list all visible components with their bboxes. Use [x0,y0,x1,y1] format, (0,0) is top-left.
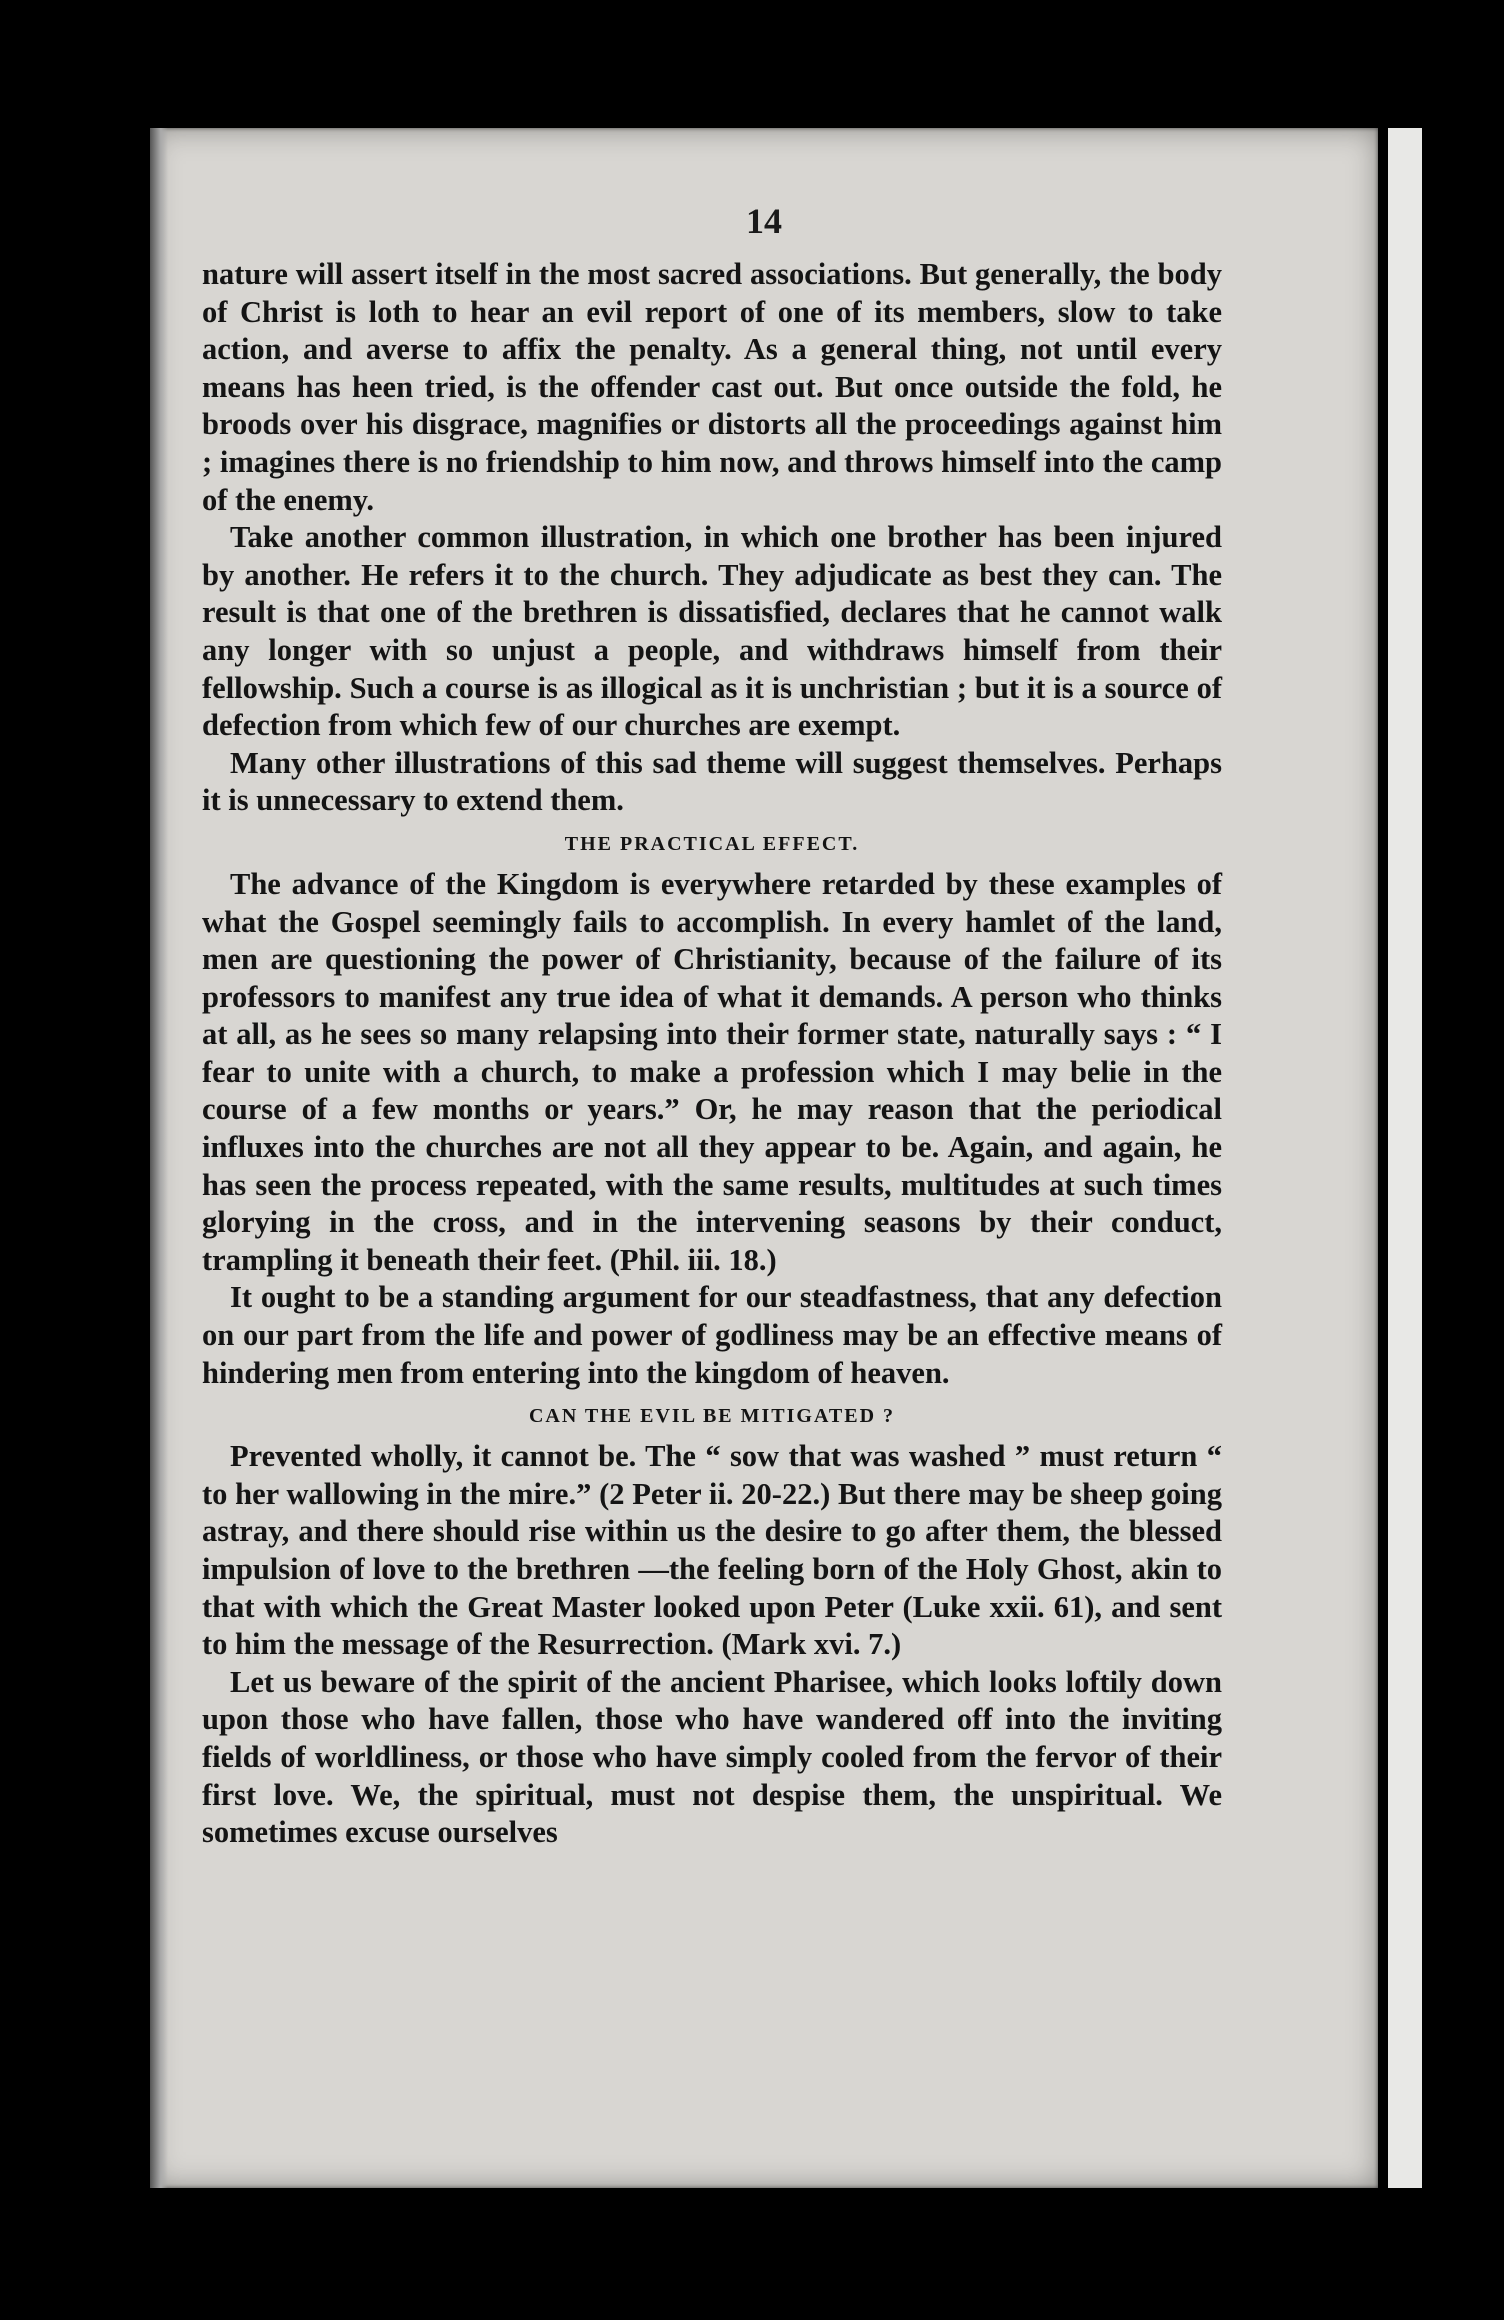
book-page [150,128,1378,2188]
page-text [202,256,1222,1852]
section-heading: CAN THE EVIL BE MITIGATED ? [528,1405,896,1428]
paragraph: Let us beware of the spirit of the ancient Pharisee, which looks loftily down upon those who have fallen, those who have wandered off into the inviting fields of worldliness, or those who have simply cooled from the fervor of their first love. We, the spiritual, must not despise them, the unspiritual. We sometimes excuse ourselves [202,1664,1222,1850]
paragraph: Many other illustrations of this sad theme will suggest themselves. Perhaps it is unnecessary to extend them. [202,745,1222,818]
paragraph: It ought to be a standing argument for our steadfastness, that any defection on our part from the life and power of godliness may be an effective means of hindering men from entering into the kingdom of heaven. [202,1280,1222,1390]
section-heading: THE PRACTICAL EFFECT. [564,832,860,855]
paragraph: The advance of the Kingdom is everywhere retarded by these examples of what the Gospel seemingly fails to accomplish. In every hamlet of the land, men are questioning the power of Christianity, because of the failure of its professors to manifest any true idea of what it demands. A person who thinks at all, as he sees so many relapsing into their former state, naturally says : “ I fear to unite with a church, to make a profession which I may belie in the course of a few months or years.” Or, he may reason that the periodical influxes into the churches are not all they appear to be. Again, and again, he has seen the process repeated, with the same results, multitudes at such times glorying in the cross, and in the intervening seasons by their conduct, trampling it beneath their feet. (Phil. iii. 18.) [202,866,1222,1277]
paragraph: nature will assert itself in the most sacred associations. But generally, the body of Christ is loth to hear an evil report of one of its members, slow to take action, and averse to affix the penalty. As a general thing, not until every means has heen tried, is the offender cast out. But once outside the fold, he broods over his disgrace, magnifies or distorts all the proceedings against him ; imagines there is no friendship to him now, and throws himself into the camp of the enemy. [202,257,1222,517]
paragraph: Take another common illustration, in which one brother has been injured by another. He refers it to the church. They adjudicate as best they can. The result is that one of the brethren is dissatisfied, declares that he cannot walk any longer with so unjust a people, and withdraws himself from their fellowship. Such a course is as illogical as it is unchristian ; but it is a source of defection from which few of our churches are exempt. [202,520,1222,743]
page-number: 14 [746,201,782,241]
adjacent-page-edge [1388,128,1422,2188]
paragraph: Prevented wholly, it cannot be. The “ sow that was washed ” must return “ to her wallowing in the mire.” (2 Peter ii. 20-22.) But there may be sheep going astray, and there should rise within us the desire to go after them, the blessed impulsion of love to the brethren —the feeling born of the Holy Ghost, akin to that with which the Great Master looked upon Peter (Luke xxii. 61), and sent to him the message of the Resurrection. (Mark xvi. 7.) [202,1439,1222,1662]
